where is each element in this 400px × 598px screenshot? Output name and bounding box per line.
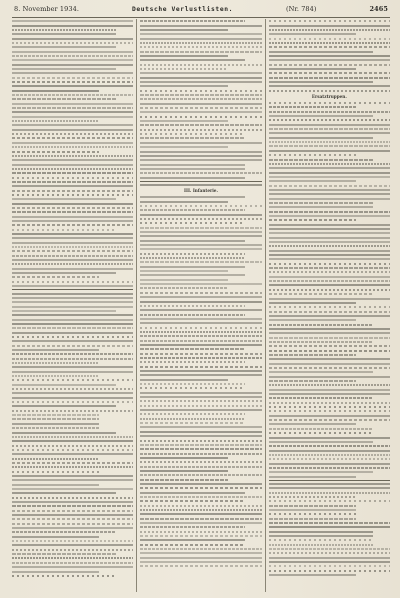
column-middle bbox=[140, 19, 261, 592]
illegible-text-line bbox=[12, 284, 133, 288]
illegible-text-line bbox=[269, 573, 356, 577]
illegible-text-line bbox=[140, 175, 244, 179]
section-rule bbox=[140, 181, 261, 182]
page-header bbox=[14, 5, 388, 16]
header-date: 8. November 1934. bbox=[14, 5, 80, 13]
illegible-text-line bbox=[140, 183, 261, 187]
column-divider bbox=[136, 19, 137, 592]
section-heading: III. Infanterie. bbox=[184, 188, 218, 194]
column-left bbox=[12, 19, 133, 592]
header-rule bbox=[12, 17, 390, 18]
illegible-text-line bbox=[269, 474, 356, 478]
page-number: 2465 bbox=[369, 5, 388, 13]
text-columns bbox=[12, 19, 390, 592]
section-rule bbox=[269, 480, 390, 481]
column-right bbox=[269, 19, 390, 592]
illegible-text-line bbox=[12, 574, 116, 578]
section-heading: Ersatztruppen. bbox=[311, 93, 347, 99]
illegible-text-line bbox=[269, 89, 390, 93]
column-divider bbox=[265, 19, 266, 592]
header-issue: (Nr. 784) bbox=[285, 5, 317, 13]
illegible-text-line bbox=[140, 564, 261, 568]
section-rule bbox=[12, 289, 133, 290]
header-title: Deutsche Verlustlisten. bbox=[132, 6, 233, 13]
